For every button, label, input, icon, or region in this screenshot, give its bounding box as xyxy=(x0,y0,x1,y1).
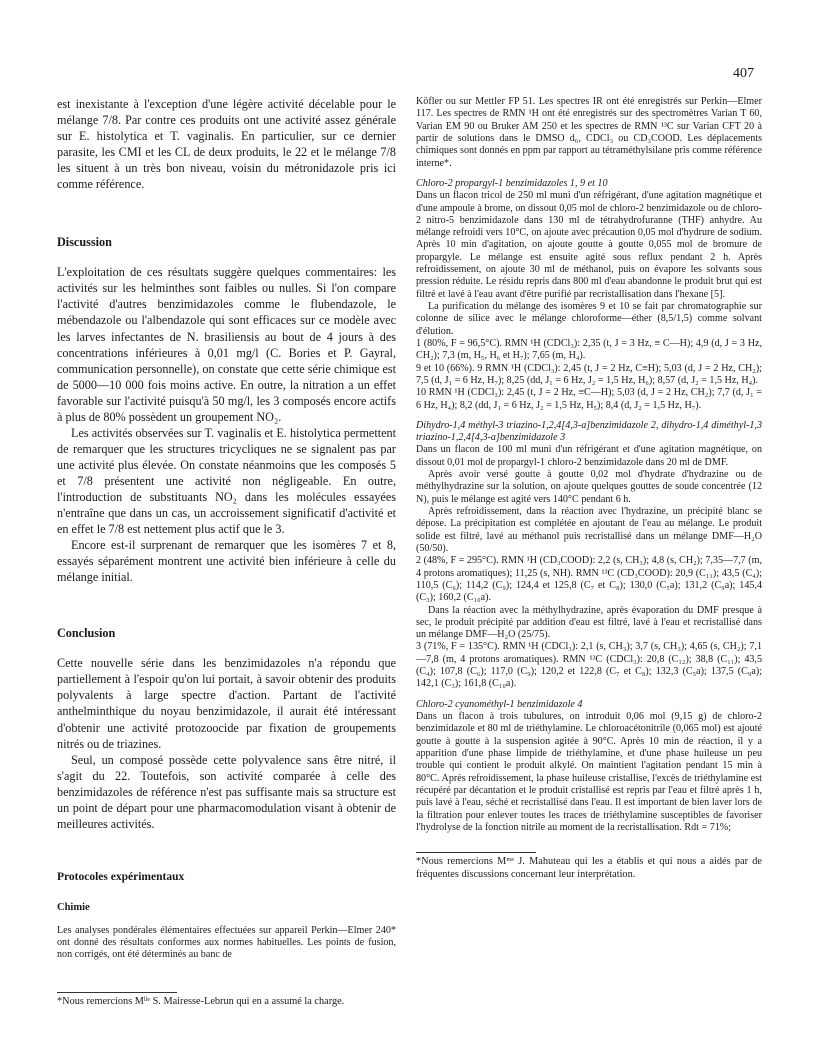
section-title-propargyl: Chloro-2 propargyl-1 benzimidazoles 1, 9 et 10 xyxy=(416,177,608,189)
right-footnote-divider xyxy=(416,852,536,853)
chimie-paragraph: Les analyses pondérales élémentaires effectuées sur appareil Perkin—Elmer 240* ont donné des résultats conformes aux normes habituelles. Les points de fusion, non corrigés, ont été déterminés au banc de xyxy=(57,924,396,961)
propargyl-data-2: 9 et 10 (66%). 9 RMN ¹H (CDCl₃): 2,45 (t, J = 2 Hz, C≡H); 5,03 (d, J = 2 Hz, CH₂); 7,5 (d, J₁ = 6 Hz, H₇); 8,25 (dd, J₁ = 6 Hz, J₂ = 1,5 Hz, H₆); 8,57 (d, J₂ = 1,5 Hz, H₄). xyxy=(416,362,762,386)
protocols-heading: Protocoles expérimentaux xyxy=(57,870,185,883)
triazino-data-2: 3 (71%, F = 135°C). RMN ¹H (CDCl₃): 2,1 (s, CH₃); 3,7 (s, CH₃); 4,65 (s, CH₂); 7,1—7,8 (m, 4 protons aromatiques). RMN ¹³C (CDCl₃): 20,8 (C₁₂); 38,8 (C₁₁); 43,5 (C₄); 107,8 (C₆); 117,0 (C₉); 120,2 et 122,8 (C₇ et C₈); 132,3 (C₅a); 137,5 (C₉a); 142,1 (C₃); 161,8 (C₁₀a). xyxy=(416,641,762,690)
propargyl-paragraph-2: La purification du mélange des isomères 9 et 10 se fait par chromatographie sur colonne de silice avec le mélange chloroforme—éther (8,5/1,5) comme solvant d'élution. xyxy=(416,301,762,337)
triazino-paragraph-3: Après refroidissement, dans la réaction avec l'hydrazine, un précipité blanc se dépose. La précipitation est complétée en ajoutant de l'eau au mélange. Le produit solide est filtré, lavé au méthanol puis recristallisé dans un mélange DMF—H₂O (50/50). xyxy=(416,506,762,554)
right-column xyxy=(416,96,762,882)
discussion-paragraph-2: Les activités observées sur T. vaginalis et E. histolytica permettent de remarquer que les structures tricycliques ne se signalent pas par une activité plus élevée. On constate néanmoins que les composés 5 et 7/8 présentent une activité non négligeable. En outre, l'introduction de substituants NO₂ dans les molécules essayées n'entraîne que dans un cas, un accroissement significatif d'activité et en effet le 7/8 est nettement plus actif que le 3. xyxy=(57,425,396,537)
triazino-paragraph-4: Dans la réaction avec la méthylhydrazine, après évaporation du DMF presque à sec, le produit précipité par addition d'eau est filtré, lavé à l'eau et recristallisé dans un mélange DMF—H₂O (25/75). xyxy=(416,604,762,641)
triazino-paragraph-2: Après avoir versé goutte à goutte 0,02 mol d'hydrate d'hydrazine ou de méthylhydrazine sur la solution, on ajoute quelques gouttes de soude concentrée (12 N), puis le mélange est agité vers 140°C pendant 6 h. xyxy=(416,469,762,505)
triazino-paragraph-1: Dans un flacon de 100 ml muni d'un réfrigérant et d'une agitation magnétique, on dissout 0,01 mol de propargyl-1 chloro-2 benzimidazole dans 20 ml de DMF. xyxy=(416,444,762,468)
section-title-triazino: Dihydro-1,4 méthyl-3 triazino-1,2,4[4,3-a]benzimidazole 2, dihydro-1,4 diméthyl-1,3 triazino-1,2,4[4,3-a]benzimidazole 3 xyxy=(416,419,762,444)
propargyl-data-3: 10 RMN ¹H (CDCl₃): 2,45 (t, J = 2 Hz, ≡C—H); 5,03 (d, J = 2 Hz, CH₂); 7,7 (d, J₁ = 6 Hz, H₄); 8,2 (dd, J₁ = 6 Hz, J₂ = 1,5 Hz, H₅); 8,4 (d, J₂ = 1,5 Hz, H₇). xyxy=(416,387,762,411)
left-footnote: *Nous remercions Mˡˡᵉ S. Mairesse-Lebrun qui en a assumé la charge. xyxy=(57,995,345,1007)
propargyl-data-1: 1 (80%, F = 96,5°C). RMN ¹H (CDCl₃): 2,35 (t, J = 3 Hz, ≡ C—H); 4,9 (d, J = 3 Hz, CH₂); 7,3 (m, H₅, H₆ et H₇); 7,65 (m, H₄). xyxy=(416,337,762,362)
right-footnote: *Nous remercions Mᵐᵉ J. Mahuteau qui les a établis et qui nous a aidés par de fréquentes discussions concernant leur interprétation. xyxy=(416,856,762,880)
conclusion-paragraph-1: Cette nouvelle série dans les benzimidazoles n'a répondu que partiellement à l'espoir qu'on lui portait, à savoir obtenir des produits polyvalents à large spectre d'action. Partant de l'activité anthelminthique du noyau benzimidazole, il aurait été intéressant d'obtenir une activité protozoocide par fixation de groupements nitrés ou de triazines. xyxy=(57,656,396,751)
discussion-paragraph-1: L'exploitation de ces résultats suggère quelques commentaires: les activités sur les helminthes sont faibles ou nulles. Si l'on compare l'activité d'autres benzimidazoles comme le flubendazole, le mébendazole ou l'albendazole qui sont efficaces sur ce modèle avec les larves infectantes de N. brasiliensis au bout de 4 jours à des concentrations inférieures à 0,01 mg/l (C. Bories et P. Gayral, communication personnelle), on constate que cette série chimique est de 5000—10 000 fois moins active. En outre, la nitration a un effet favorable sur l'activité puisqu'à 50 mg/l, les 3 composés encore actifs à plus de 80% possèdent un groupement NO₂. xyxy=(57,265,396,424)
discussion-paragraph-3: Encore est-il surprenant de remarquer que les isomères 7 et 8, essayés séparément montrent une activité bien inférieure à celle du mélange initial. xyxy=(57,538,396,585)
left-intro-paragraph: est inexistante à l'exception d'une légère activité décelable pour le mélange 7/8. Par contre ces produits ont une activité assez générale sur E. histolytica et T. vaginalis. En particulier, sur ce dernier parasite, les CMI et les CL de deux produits, le 22 et le mélange 7/8 les situent à un très bon niveau, voisin du métronidazole pris ici comme référence. xyxy=(57,97,396,192)
footnote-divider xyxy=(57,992,177,993)
left-column xyxy=(57,96,396,1009)
discussion-heading: Discussion xyxy=(57,235,112,250)
chimie-heading: Chimie xyxy=(57,901,90,913)
propargyl-paragraph-1: Dans un flacon tricol de 250 ml muni d'un réfrigérant, d'une agitation magnétique et d'une ampoule à brome, on dissout 0,05 mol de chloro-2 benzimidazole ou de chloro-2 nitro-5 benzimidazole dans 130 ml de tétrahydrofuranne (THF) anhydre. Au mélange refroidi vers 10°C, on ajoute avec précaution 0,05 mol d'hydrure de sodium. Après 10 min d'agitation, on ajoute goutte à goutte 0,055 mol de bromure de propargyle. Le mélange est ensuite agité sous reflux pendant 2 h. Après refroidissement, on ajoute 30 ml de méthanol, puis on évapore les solvants sous pression réduite. Le résidu repris dans 800 ml d'eau abandonne le produit brut qui est filtré et lavé à l'eau avant d'être purifié par recristallisation dans l'hexane [5]. xyxy=(416,190,762,300)
right-intro-paragraph: Köfler ou sur Mettler FP 51. Les spectres IR ont été enregistrés sur Perkin—Elmer 117. Les spectres de RMN ¹H ont été enregistrés sur des spectromètres Varian T 60, Varian EM 90 ou Bruker AM 250 et les spectres de RMN ¹³C sur Varian CFT 20 à partir de solutions dans le DMSO d₆, CDCl₃ ou CD₃COOD. Les déplacements chimiques sont donnés en ppm par rapport au tétraméthylsilane pris comme référence interne*. xyxy=(416,96,762,169)
cyanomethyl-paragraph-1: Dans un flacon à trois tubulures, on introduit 0,06 mol (9,15 g) de chloro-2 benzimidazole et 80 ml de triéthylamine. Le chloroacétonitrile (0,065 mol) est ajouté goutte à goutte à la suspension agitée à 90°C. Après 10 min de réaction, il y a apparition d'une phase limpide de triéthylamine, et d'une phase huileuse un peu trouble qui contient le produit alkylé. On maintient l'agitation pendant 15 min à 80°C. Après refroidissement, la phase huileuse cristallise, l'excès de triéthylamine est récupéré par décantation et le produit cristallisé est repris par l'eau et filtré après 1 h, puis lavé à l'eau, séché et recristallisé dans l'eau. Il est important de bien laver lors de la filtration pour enlever toutes les traces de triéthylamine susceptibles de favoriser l'hydrolyse de la fonction nitrile au moment de la recristallisation. Rdt = 71%; xyxy=(416,711,762,833)
section-title-cyanomethyl: Chloro-2 cyanométhyl-1 benzimidazole 4 xyxy=(416,698,583,710)
page-number: 407 xyxy=(733,66,754,81)
triazino-data-1: 2 (48%, F = 295°C). RMN ¹H (CD₃COOD): 2,2 (s, CH₃); 4,8 (s, CH₂); 7,35—7,7 (m, 4 protons aromatiques); 11,25 (s, NH). RMN ¹³C (CD₃COOD): 20,9 (C₁₁); 43,5 (C₄); 110,5 (C₆); 114,2 (C₉); 124,4 et 125,8 (C₇ et C₈); 130,0 (C₅a); 131,2 (C₉a); 145,4 (C₃); 160,2 (C₁₀a). xyxy=(416,555,762,604)
conclusion-heading: Conclusion xyxy=(57,626,116,641)
conclusion-paragraph-2: Seul, un composé possède cette polyvalence sans être nitré, il s'agit du 22. Toutefois, son activité comparée à celle des benzimidazoles de référence n'est pas suffisante mais sa structure est un point de départ pour une pharmacomodulation visant à obtenir de meilleures activités. xyxy=(57,752,396,831)
